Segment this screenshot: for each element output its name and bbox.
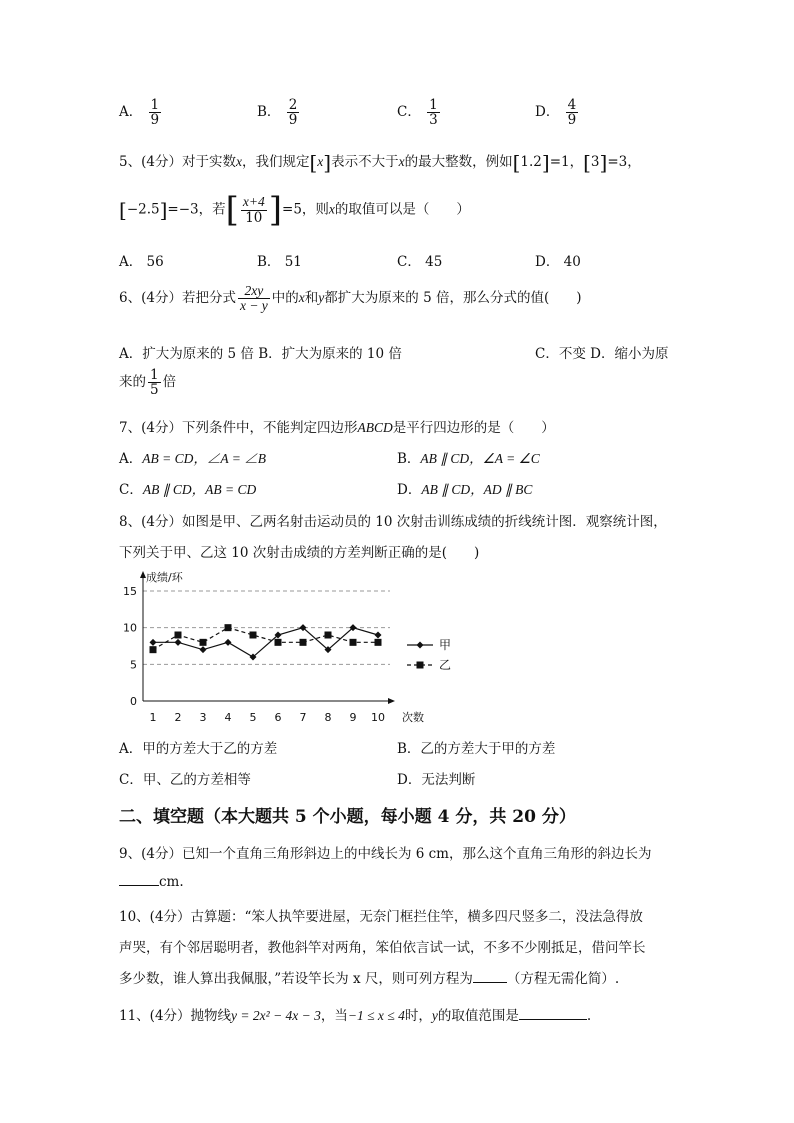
q5-option-c: C． 45 xyxy=(397,254,443,270)
q4-option-a: A． $\frac{1}{9}$ xyxy=(119,97,160,129)
data-point-square xyxy=(250,632,257,639)
x-tick-label: 6 xyxy=(274,711,282,724)
q5-stem-line1: 5、(4分）对于实数x，我们规定[x]表示不大于x的最大整数，例如[1.2]=1，[3]=3， xyxy=(119,150,641,175)
x-axis-label: 次数 xyxy=(402,711,424,724)
y-tick-label: 10 xyxy=(123,621,137,635)
x-tick-label: 8 xyxy=(324,711,332,724)
series-line-1 xyxy=(153,628,378,657)
q8-option-a: A．甲的方差大于乙的方差 xyxy=(119,741,278,757)
x-axis-arrow xyxy=(388,698,395,704)
line-chart xyxy=(110,565,470,730)
q5-option-b: B． 51 xyxy=(257,254,302,270)
q5-option-a: A． 56 xyxy=(119,254,164,270)
answer-blank[interactable] xyxy=(519,1007,587,1020)
data-point-diamond xyxy=(200,646,207,653)
x-tick-label: 9 xyxy=(349,711,357,724)
x-tick-label: 10 xyxy=(371,711,385,724)
q6-stem: 6、(4分）若把分式 $\frac{2xy}{x - y}$ 中的x和y都扩大为原来的 5 倍，那么分式的值( ) xyxy=(119,283,582,314)
q4-option-b: B． $\frac{2}{9}$ xyxy=(257,97,298,129)
y-axis-label: 成绩/环 xyxy=(146,571,183,584)
q8-stem-line1: 8、(4分）如图是甲、乙两名射击运动员的 10 次射击训练成绩的折线统计图．观察统计图， xyxy=(119,514,667,530)
q11-stem: 11、(4分）抛物线y = 2x² − 4x − 3，当−1 ≤ x ≤ 4时，y的取值范围是 . xyxy=(119,1008,592,1024)
q10-line3: 多少数，谁人算出我佩服，”若设竿长为 x 尺，则可列方程为 （方程无需化简）. xyxy=(119,971,620,987)
answer-blank[interactable] xyxy=(119,873,159,886)
y-tick-label: 15 xyxy=(123,585,137,598)
q6-option-cd: C．不变 D．缩小为原 xyxy=(535,346,669,362)
q5-option-d: D． 40 xyxy=(535,254,581,270)
fraction: $\frac{2}{9}$ xyxy=(288,97,298,129)
data-point-diamond xyxy=(175,639,182,646)
fraction: $\frac{4}{9}$ xyxy=(567,97,577,129)
fraction: $\frac{1}{3}$ xyxy=(429,97,438,129)
legend-label: 甲 xyxy=(439,638,452,652)
x-tick-label: 4 xyxy=(224,711,232,724)
data-point-square xyxy=(225,624,232,631)
q9-stem: 9、(4分）已知一个直角三角形斜边上的中线长为 6 cm，那么这个直角三角形的斜边长为 xyxy=(119,846,652,862)
q8-option-b: B．乙的方差大于甲的方差 xyxy=(397,741,556,757)
x-tick-label: 7 xyxy=(299,711,307,724)
q8-stem-line2: 下列关于甲、乙这 10 次射击成绩的方差判断正确的是( ) xyxy=(119,545,480,561)
data-point-diamond xyxy=(225,639,232,646)
x-tick-label: 1 xyxy=(149,711,157,724)
legend-label: 乙 xyxy=(439,658,452,672)
x-tick-label: 2 xyxy=(174,711,182,724)
q7-option-a: A．AB = CD，∠A = ∠B xyxy=(119,451,266,467)
q10-line2: 声哭，有个邻居聪明者，教他斜竿对两角，笨伯依言试一试，不多不少刚抵足，借问竿长 xyxy=(119,940,646,956)
y-tick-label: 5 xyxy=(130,658,137,672)
q6-option-ab: A．扩大为原来的 5 倍 B．扩大为原来的 10 倍 xyxy=(119,346,402,362)
x-tick-label: 3 xyxy=(199,711,207,724)
data-point-square xyxy=(275,639,282,646)
q6-option-d-cont: 来的 $\frac{1}{5}$ 倍 xyxy=(119,367,177,399)
data-point-square xyxy=(150,646,157,653)
q4-option-c: C． $\frac{1}{3}$ xyxy=(397,97,438,129)
q9-answer-line: cm. xyxy=(119,873,184,890)
data-point-diamond xyxy=(150,639,157,646)
fraction: $\frac{1}{9}$ xyxy=(150,97,160,129)
q7-option-b: B．AB ∥ CD，∠A = ∠C xyxy=(397,451,540,467)
fraction: $\frac{x+4}{10}$ xyxy=(242,194,265,226)
data-point-square xyxy=(175,632,182,639)
data-point-square xyxy=(375,639,382,646)
data-point-square xyxy=(200,639,207,646)
answer-blank[interactable] xyxy=(473,970,507,983)
q5-stem-line2: [−2.5]=−3，若[ $\frac{x+4}{10}$ ]=5，则x的取值可以是（ ） xyxy=(119,190,470,230)
legend-marker xyxy=(417,662,424,669)
fraction: $\frac{2xy}{x - y}$ xyxy=(239,283,268,314)
data-point-square xyxy=(350,639,357,646)
data-point-diamond xyxy=(375,632,382,639)
data-point-square xyxy=(325,632,332,639)
q8-option-d: D．无法判断 xyxy=(397,772,476,788)
q7-stem: 7、(4分）下列条件中，不能判定四边形ABCD是平行四边形的是（ ） xyxy=(119,420,555,436)
q4-option-d: D． $\frac{4}{9}$ xyxy=(535,97,577,129)
q7-option-c: C．AB ∥ CD，AB = CD xyxy=(119,482,257,498)
q8-option-c: C．甲、乙的方差相等 xyxy=(119,772,251,788)
legend-marker xyxy=(417,642,424,649)
q10-line1: 10、(4分）古算题：“笨人执竿要进屋，无奈门框拦住竿，横多四尺竖多二，没法急得放 xyxy=(119,909,643,925)
section-title: 二、填空题（本大题共 5 个小题，每小题 4 分，共 20 分） xyxy=(119,807,576,827)
x-tick-label: 5 xyxy=(249,711,257,724)
legend xyxy=(407,638,451,672)
data-point-square xyxy=(300,639,307,646)
q7-option-d: D．AB ∥ CD，AD ∥ BC xyxy=(397,482,533,498)
y-tick-label: 0 xyxy=(130,695,137,708)
fraction: $\frac{1}{5}$ xyxy=(150,367,159,399)
